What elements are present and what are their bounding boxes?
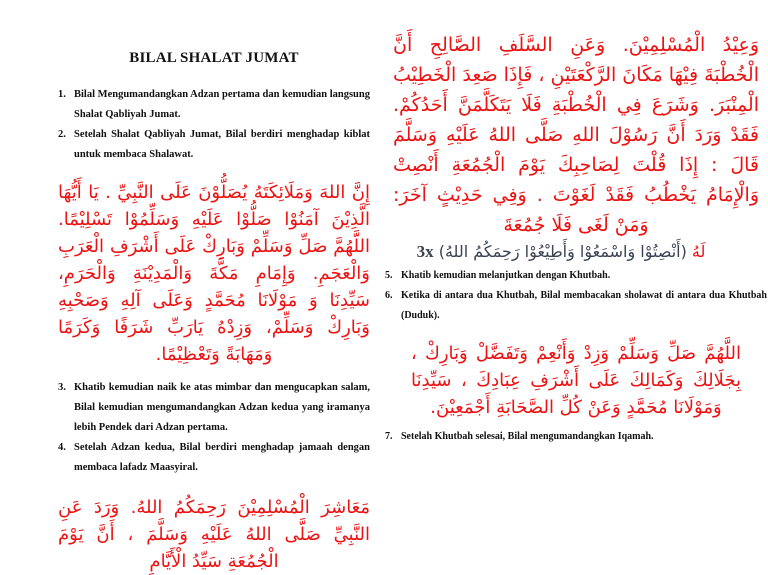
step-number: 7. <box>385 431 393 442</box>
step-text: Setelah Shalat Qabliyah Jumat, Bilal berdiri menghadap kiblat untuk membaca Shalawat. <box>74 129 370 160</box>
steps-list-a <box>58 85 370 165</box>
step-number: 2. <box>58 129 66 140</box>
steps-list-b <box>58 378 370 478</box>
step-text: Ketika di antara dua Khutbah, Bilal membacakan sholawat di antara dua Khutbah (Duduk). <box>401 290 767 321</box>
step-number: 3. <box>58 382 66 393</box>
arabic-shalawat: إِنَّ اللهَ وَمَلَائِكَتَهُ يُصَلُّوْنَ عَلَى النَّبِيِّ . يَا أَيُّهَا الَّذِيْنَ آمَنُوْا صَلُّوْا عَلَيْهِ وَسَلِّمُوْا تَسْلِيْمًا. اللَّهُمَّ صَلِّ وَسَلِّمْ وَبَارِكْ عَلَى أَشْرَفِ الْعَرَبِ وَالْعَجَمِ. وَإِمَامِ مَكَّةَ وَالْمَدِيْنَةِ وَالْحَرَمِ، سَيِّدِنَا وَ مَوْلَانَا مُحَمَّدٍ وَعَلَى آلِهِ وَصَحْبِهِ وَبَارِكْ وَسَلِّمْ، وَزِدْهُ يَارَبِّ شَرَفًا وَكَرَمًا وَمَهَابَةً وَتَعْظِيْمًا. <box>58 182 370 365</box>
step-number: 1. <box>58 89 66 100</box>
step-text: Khatib kemudian naik ke atas mimbar dan mengucapkan salam, Bilal kemudian mengumandangkan Adzan kedua yang iramanya lebih Pendek dari Adzan pertama. <box>74 382 370 433</box>
arabic-shalawat-duduk: اللَّهُمَّ صَلِّ وَسَلِّمْ وَزِدْ وَأَنْعِمْ وَتَفَضَّلْ وَبَارِكْ ، بِجَلَالِكَ وَكَمَالِكَ عَلَى أَشْرَفِ عِبَادِكَ ، سَيِّدِنَا وَمَوْلَانَا مُحَمَّدٍ وَعَنْ كُلِّ الصَّحَابَةِ أَجْمَعِيْنَ. <box>411 343 741 418</box>
step-text: Setelah Adzan kedua, Bilal berdiri menghadap jamaah dengan membaca lafadz Maasyiral. <box>74 442 370 473</box>
repeat-count: 3x <box>416 242 434 261</box>
step-item <box>58 438 370 478</box>
arabic-maasyiral-part1: مَعَاشِرَ الْمُسْلِمِيْنَ رَحِمَكُمُ اللهُ. وَرَدَ عَنِ النَّبِيِّ صَلَّى اللهُ عَلَيْهِ وَسَلَّمَ ، أَنَّ يَوْمَ الْجُمُعَةِ سَيِّدُ الْأَيَّامِ <box>58 497 370 572</box>
arabic-lahu: لَهُ <box>691 242 706 261</box>
step-item <box>385 286 767 326</box>
step-number: 6. <box>385 290 393 301</box>
step-item <box>58 85 370 125</box>
page-title: BILAL SHALAT JUMAT <box>129 50 299 66</box>
step-item <box>385 266 767 286</box>
step-number: 4. <box>58 442 66 453</box>
steps-list-d <box>385 427 767 447</box>
step-item <box>58 378 370 438</box>
step-item <box>385 427 767 447</box>
step-text: Bilal Mengumandangkan Adzan pertama dan kemudian langsung Shalat Qabliyah Jumat. <box>74 89 370 120</box>
step-text: Setelah Khutbah selesai, Bilal mengumandangkan Iqamah. <box>401 431 654 442</box>
arabic-inshitu: (أَنْصِتُوْا وَاسْمَعُوْا وَأَطِيْعُوْا رَحِمَكُمُ اللهُ) <box>438 242 687 261</box>
step-number: 5. <box>385 270 393 281</box>
step-item <box>58 125 370 165</box>
left-column <box>58 44 370 575</box>
inshitu-line <box>385 240 737 264</box>
right-column <box>385 30 767 447</box>
arabic-maasyiral-part2: وَعِيْدُ الْمُسْلِمِيْنَ. وَعَنِ السَّلَفِ الصَّالِحِ أَنَّ الْخُطْبَةَ فِيْهَا مَكَانَ الرَّكْعَتَيْنِ ، فَإِذَا صَعِدَ الْخَطِيْبُ الْمِنْبَرَ. وَشَرَعَ فِي الْخُطْبَةِ فَلَا يَتَكَلَّمَنَّ أَحَدُكُمْ. فَقَدْ وَرَدَ أَنَّ رَسُوْلَ اللهِ صَلَّى اللهُ عَلَيْهِ وَسَلَّمَ قَالَ : إِذَا قُلْتَ لِصَاحِبِكَ يَوْمَ الْجُمُعَةِ أَنْصِتْ وَالْإِمَامُ يَخْطُبُ فَقَدْ لَغَوْتَ . وَفِي حَدِيْثٍ آخَرَ: وَمَنْ لَغَى فَلَا جُمُعَةَ <box>393 34 759 236</box>
step-text: Khatib kemudian melanjutkan dengan Khutbah. <box>401 270 611 281</box>
steps-list-c <box>385 266 767 326</box>
